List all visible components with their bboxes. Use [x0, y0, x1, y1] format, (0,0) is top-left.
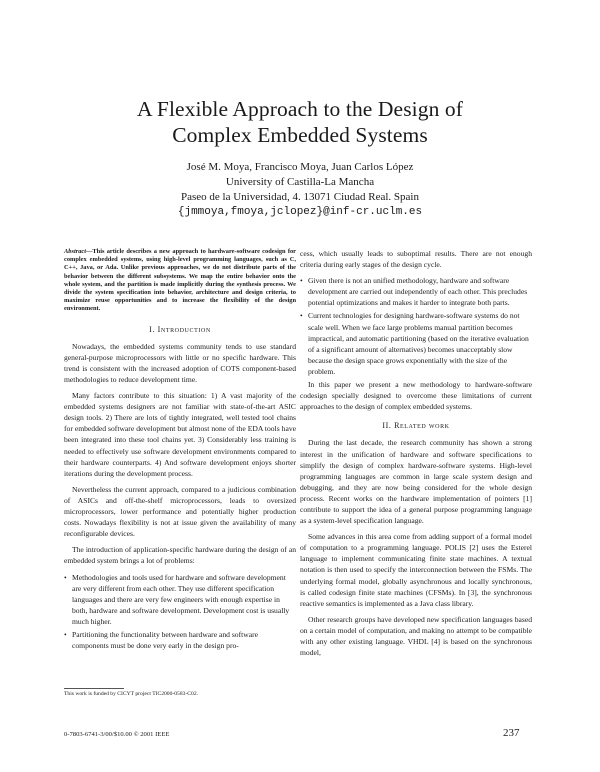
author-address: Paseo de la Universidad, 4. 13071 Ciudad Real. Spain	[181, 191, 419, 203]
section-heading-related-work: II. Related work	[382, 421, 450, 431]
paper-title-line-2: Complex Embedded Systems	[172, 123, 428, 147]
paragraph: The introduction of application-specific hardware during the design of an embedded system brings a lot of problems:	[64, 545, 296, 566]
paragraph: Many factors contribute to this situation: 1) A vast majority of the embedded systems designers are not familiar with state-of-the-art ASIC design tools. 2) There are lots of tightly integrated, well tested tool chains for embedded software development but almost none of the EDA tools have been integrated into these tool chains yet. 3) Considerably less training is needed to effectively use software development environments compared to their hardware counterparts. 4) And software development enjoys shorter iterations during the development process.	[64, 391, 296, 478]
bullet-text: Given there is not an unified methodology, hardware and software development are carried out independently of each other. This precludes potential optimizations and makes it harder to integrate both parts.	[308, 276, 528, 308]
bullet-icon: •	[64, 629, 67, 639]
bullet-item	[300, 310, 532, 377]
abstract-lead: Abstract—	[64, 248, 93, 255]
isbn-footer: 0-7803-6741-3/00/$10.00 © 2001 IEEE	[64, 731, 170, 738]
paragraph: During the last decade, the research community has shown a strong interest in the unification of hardware and software specifications to simplify the design of complex hardware-software systems. High-level programming languages are common in large scale system design and debugging, and they are now being considered for the whole design process. Recent works on the hardware implementation of pointers [1] contribute to support the idea of a general purpose programming language as a system-level specification language.	[300, 438, 532, 526]
section-heading-introduction: I. Introduction	[149, 324, 211, 334]
left-column	[64, 248, 296, 653]
paragraph: Nowadays, the embedded systems community tends to use standard general-purpose microprocessors with little or no specific hardware. This trend is consistent with the increased adoption of COTS component-based methodologies to reduce development time.	[64, 341, 296, 384]
bullet-text: Methodologies and tools used for hardware and software development are very different from each other. They use different specification languages and there are very few engineers with enough expertise in both, hardware and software development. Development cost is usually much higher.	[72, 572, 290, 626]
bullet-icon: •	[300, 276, 303, 286]
bullet-text: Current technologies for designing hardware-software systems do not scale well. When we face large problems manual partition becomes impractical, and automatic partitioning (based on the iterative evaluation of a significant amount of alternatives) becomes unacceptably slow because the design space grows exponentially with the size of the problem.	[308, 311, 529, 376]
footnote: This work is funded by CICYT project TIC2000-0583-C02.	[64, 691, 199, 697]
paragraph: Some advances in this area come from adding support of a formal model of computation to a programming language. POLIS [2] uses the Esterel language to implement communicating finite state machines. A textual notation is then used to specify the interconnection between the FSMs. The underlying formal model, globally asynchronous and locally synchronous, is called codesign finite state machines (CFSMs). In [3], the synchronous reactive semantics is implemented as a Java class library.	[300, 532, 532, 608]
paragraph-continued: cess, which usually leads to suboptimal results. There are not enough criteria during early stages of the design cycle.	[300, 249, 532, 270]
page-number: 237	[503, 727, 520, 739]
abstract-text: This article describes a new approach to hardware-software codesign for complex embedded systems, using high-level programming languages, such as C, C++, Java, or Ada. Unlike previous approaches, we do not distribute parts of the behavior between the different subsystems. We map the entire behavior onto the whole system, and the partition is made implicitly during the synthesis process. We divide the system specification into behavior, architecture and design criteria, to maximize reuse opportunities and to increase the flexibility of the design environment.	[64, 248, 296, 313]
abstract	[64, 248, 296, 314]
author-email: {jmmoya,fmoya,jclopez}@inf-cr.uclm.es	[177, 206, 423, 218]
bullet-item	[300, 275, 532, 308]
footnote-rule	[64, 688, 124, 689]
paper-title-line-1: A Flexible Approach to the Design of	[136, 97, 464, 121]
bullet-item	[64, 572, 296, 627]
bullet-icon: •	[300, 311, 303, 321]
paragraph: In this paper we present a new methodology to hardware-software codesign specially designed to overcome these limitations of current approaches to the design of complex embedded systems.	[300, 380, 532, 412]
author-affiliation: University of Castilla-La Mancha	[225, 176, 375, 188]
author-block	[40, 160, 560, 220]
bullet-icon: •	[64, 572, 67, 582]
paragraph: Nevertheless the current approach, compared to a judicious combination of ASICs and off-the-shelf microprocessors, leads to oversized microprocessors, lower performance and potentially higher production costs. Nowadays flexibility is not at issue given the availability of many reconfigurable devices.	[64, 484, 296, 539]
paragraph: Other research groups have developed new specification languages based on a certain model of computation, and making no attempt to be compatible with any other existing language. VHDL [4] is based on the synchronous model,	[300, 614, 532, 658]
right-column	[300, 248, 532, 663]
author-names: José M. Moya, Francisco Moya, Juan Carlos López	[186, 161, 414, 173]
bullet-item	[64, 629, 296, 651]
bullet-text: Partitioning the functionality between hardware and software components must be done very early in the design pro-	[72, 629, 258, 651]
